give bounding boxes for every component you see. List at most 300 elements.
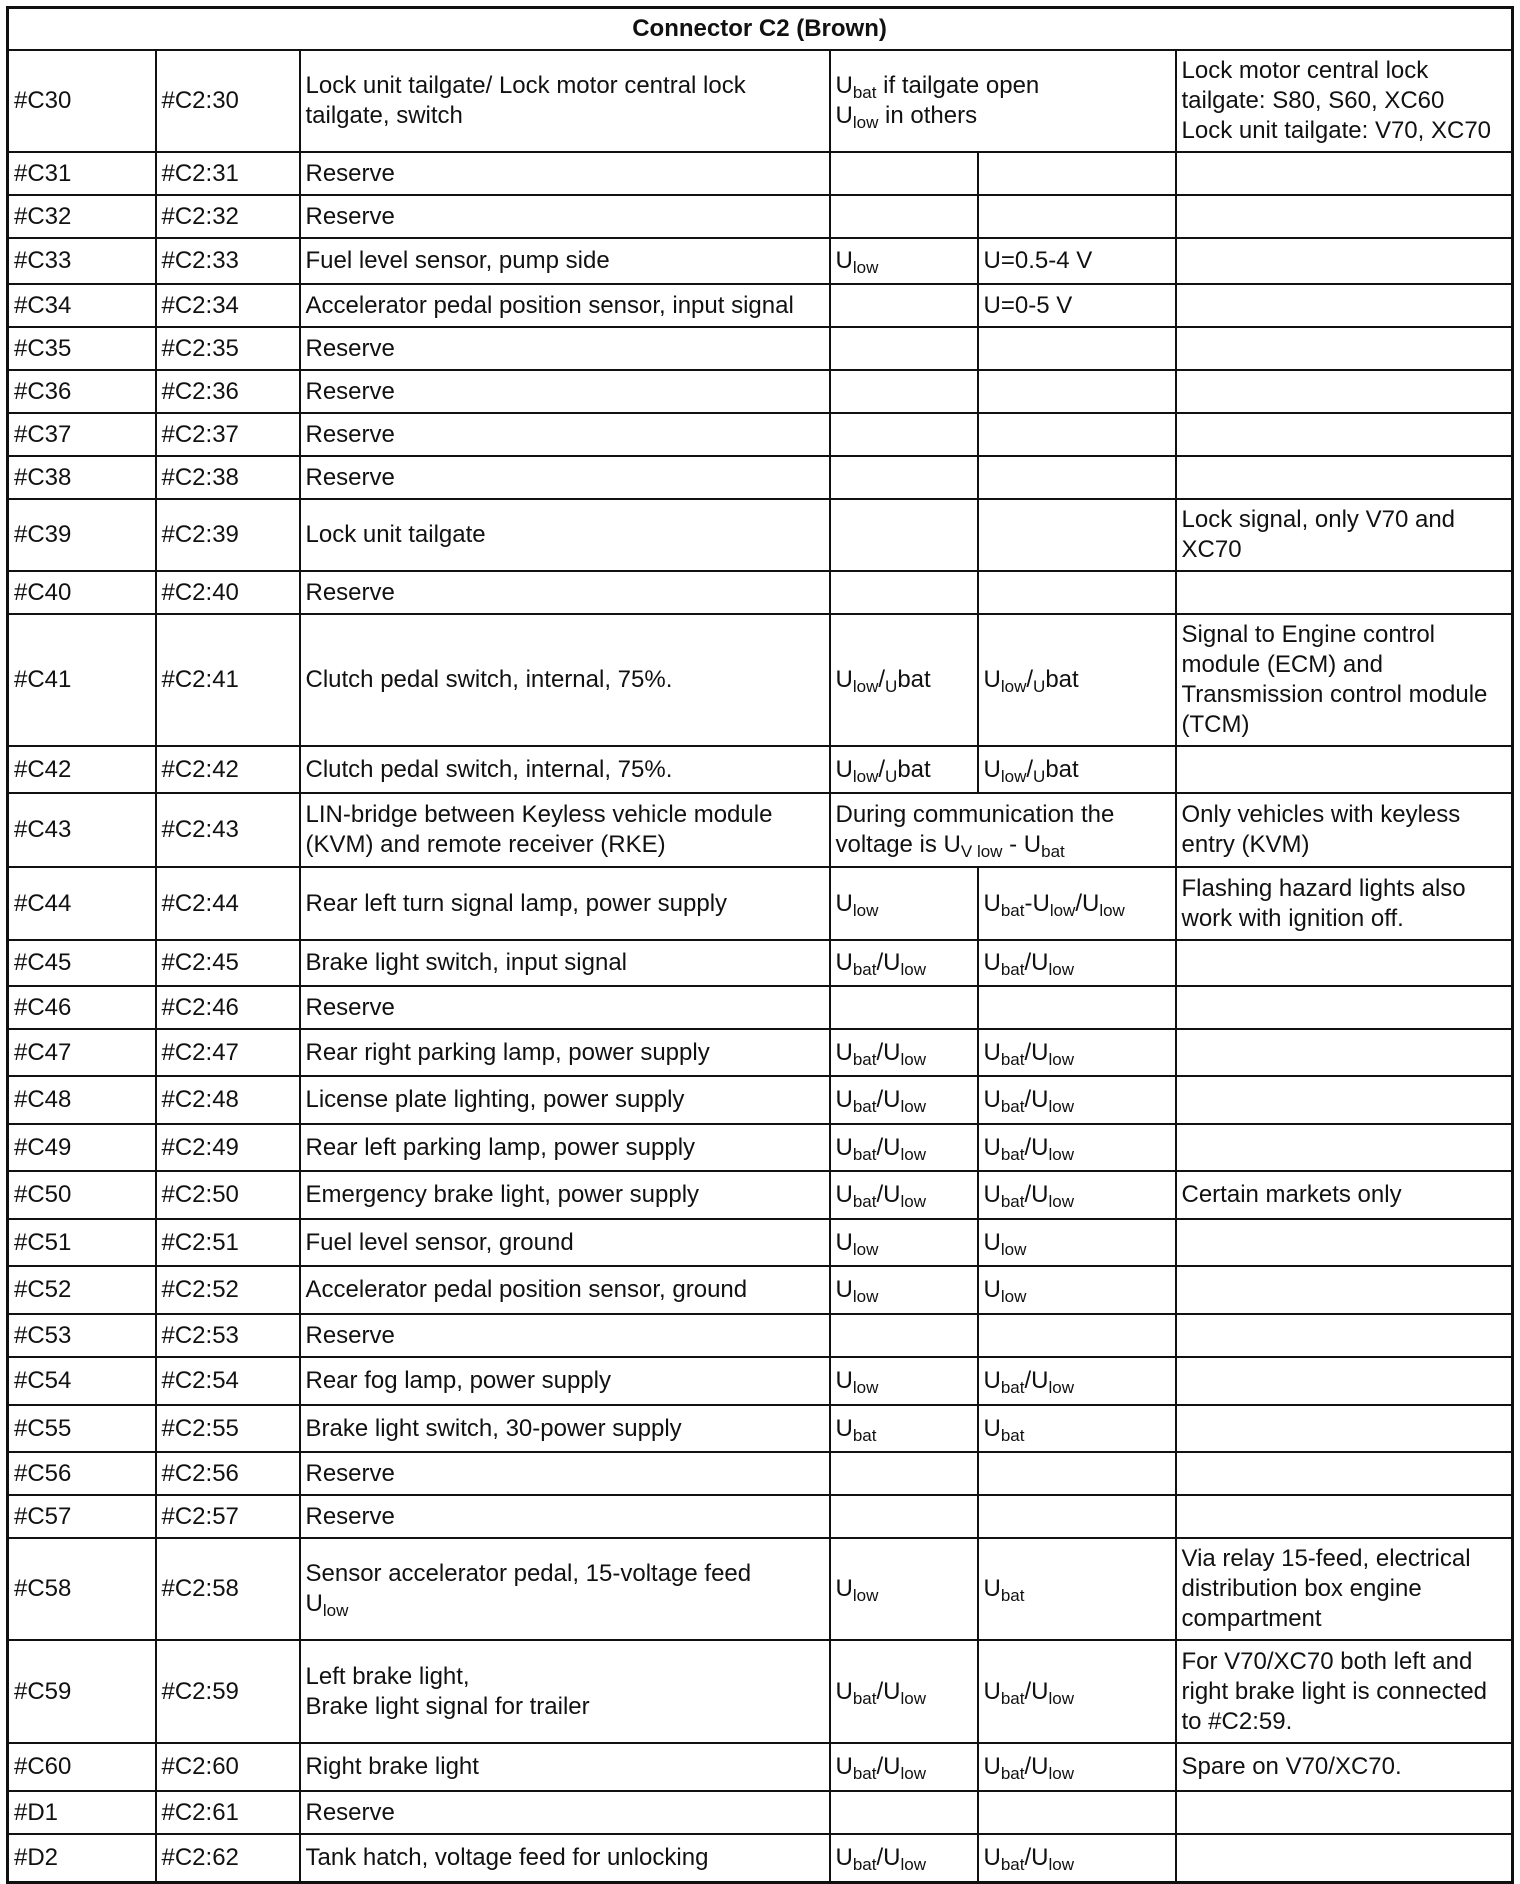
cell-text: right brake light is connected — [1181, 1677, 1488, 1705]
table-row — [8, 1495, 1513, 1538]
subscript-text: low — [852, 1239, 879, 1259]
voltage-cell — [830, 370, 978, 413]
subscript-text: low — [852, 1378, 879, 1397]
cell-line — [14, 889, 149, 919]
cell-line — [306, 1038, 823, 1068]
cell-line — [984, 1228, 1169, 1258]
voltage-cell — [830, 1076, 978, 1124]
subscript-text: low — [852, 766, 879, 786]
cell-line — [162, 520, 293, 550]
cell-text: #C2:32 — [161, 202, 239, 230]
cell-line — [836, 1133, 971, 1163]
connector-pin-cell — [156, 1266, 300, 1314]
subscript-text: low — [852, 1287, 879, 1306]
pin-id-cell — [8, 1538, 156, 1640]
note-cell — [1176, 1791, 1513, 1834]
cell-text: #C2:35 — [161, 334, 239, 362]
table-row — [8, 986, 1513, 1029]
cell-line — [162, 420, 293, 450]
cell-text: (TCM) — [1181, 711, 1250, 738]
cell-text: #C54 — [14, 1367, 72, 1394]
cell-line — [984, 1366, 1169, 1396]
table-row — [8, 1076, 1513, 1124]
cell-text: / — [878, 666, 886, 693]
cell-text: U — [983, 755, 1001, 783]
cell-text: tailgate: S80, S60, XC60 — [1181, 87, 1445, 114]
note-cell — [1176, 1495, 1513, 1538]
cell-text: #C57 — [14, 1502, 72, 1530]
cell-text: U — [835, 1228, 853, 1256]
note-cell — [1176, 456, 1513, 499]
pin-id-cell — [8, 746, 156, 793]
cell-text: License plate lighting, power supply — [305, 1086, 685, 1113]
cell-line — [14, 1574, 149, 1604]
cell-line — [162, 291, 293, 321]
voltage-range-cell — [978, 195, 1176, 238]
voltage-cell — [830, 284, 978, 327]
cell-text: Rear left turn signal lamp, power supply — [305, 889, 728, 917]
cell-line — [1182, 56, 1506, 86]
cell-text: #C36 — [14, 377, 72, 405]
cell-text: Lock unit tailgate: V70, XC70 — [1181, 117, 1492, 144]
cell-text: /U — [1024, 1086, 1049, 1113]
cell-text: Certain markets only — [1181, 1181, 1402, 1208]
cell-text: U — [983, 1086, 1001, 1113]
subscript-text: low — [1048, 1688, 1074, 1708]
cell-line — [14, 1085, 149, 1115]
cell-text: /U — [1024, 1038, 1049, 1066]
note-cell — [1176, 571, 1513, 614]
cell-line — [162, 159, 293, 189]
table-row — [8, 1743, 1513, 1791]
table-row — [8, 1266, 1513, 1314]
note-cell — [1176, 940, 1513, 986]
voltage-range-cell — [978, 1029, 1176, 1076]
connector-pin-cell — [156, 614, 300, 746]
description-cell — [300, 50, 830, 152]
cell-line — [1182, 1647, 1506, 1677]
cell-text: Reserve — [305, 1798, 395, 1826]
note-cell — [1176, 284, 1513, 327]
subscript-text: low — [1000, 1239, 1027, 1259]
cell-text: #C60 — [14, 1753, 72, 1780]
pin-id-cell — [8, 614, 156, 746]
cell-text: #C2:56 — [161, 1459, 239, 1487]
cell-text: U — [835, 1038, 853, 1066]
cell-text: U — [983, 889, 1001, 917]
subscript-text: low — [1048, 1378, 1074, 1397]
subscript-text: U — [885, 677, 898, 696]
cell-line — [14, 993, 149, 1023]
table-row — [8, 413, 1513, 456]
cell-text: /U — [1075, 889, 1100, 917]
cell-text: #C58 — [14, 1575, 72, 1602]
voltage-range-cell — [978, 499, 1176, 571]
cell-line — [14, 159, 149, 189]
note-cell — [1176, 238, 1513, 284]
cell-line — [162, 578, 293, 608]
cell-line — [306, 1180, 823, 1210]
cell-text: Reserve — [305, 1321, 395, 1349]
table-row — [8, 1029, 1513, 1076]
table-row — [8, 370, 1513, 413]
cell-line — [306, 1459, 823, 1489]
subscript-text: low — [900, 1049, 926, 1069]
pin-id-cell — [8, 1495, 156, 1538]
voltage-cell — [830, 499, 978, 571]
description-cell — [300, 327, 830, 370]
description-cell — [300, 1834, 830, 1882]
cell-text: #C41 — [14, 666, 72, 693]
cell-line — [1182, 1707, 1506, 1737]
description-cell — [300, 614, 830, 746]
description-cell — [300, 1219, 830, 1266]
connector-pin-cell — [156, 867, 300, 940]
voltage-range-cell — [978, 1640, 1176, 1743]
table-title: Connector C2 (Brown) — [8, 8, 1513, 51]
pin-id-cell — [8, 1405, 156, 1452]
subscript-text: bat — [852, 1192, 877, 1211]
cell-text: #C49 — [14, 1133, 72, 1161]
cell-text: #C2:45 — [161, 949, 239, 976]
cell-line — [14, 755, 149, 785]
cell-text: #C2:47 — [161, 1038, 239, 1066]
subscript-text: low — [900, 1192, 926, 1211]
cell-text: U — [983, 1367, 1001, 1394]
table-row — [8, 499, 1513, 571]
cell-text: Reserve — [305, 420, 395, 448]
voltage-range-cell — [978, 1219, 1176, 1266]
connector-pin-cell — [156, 746, 300, 793]
cell-text: U — [983, 1575, 1001, 1602]
cell-text: / — [878, 755, 886, 783]
cell-text: #C2:60 — [161, 1753, 239, 1780]
subscript-text: low — [900, 1854, 926, 1874]
subscript-text: U — [1033, 677, 1046, 696]
table-row — [8, 1640, 1513, 1743]
cell-line — [306, 71, 823, 101]
description-cell — [300, 1640, 830, 1743]
connector-pin-cell — [156, 986, 300, 1029]
cell-text: #C2:40 — [161, 578, 239, 606]
cell-line — [14, 420, 149, 450]
cell-text: #C40 — [14, 578, 72, 606]
cell-line — [1182, 904, 1506, 934]
cell-text: bat — [897, 666, 931, 693]
cell-line — [14, 578, 149, 608]
connector-pin-cell — [156, 1029, 300, 1076]
cell-text: Rear right parking lamp, power supply — [305, 1038, 710, 1066]
cell-line — [14, 1133, 149, 1163]
cell-line — [14, 815, 149, 845]
cell-text: to #C2:59. — [1181, 1707, 1293, 1735]
cell-text: Emergency brake light, power supply — [305, 1181, 700, 1208]
pin-id-cell — [8, 238, 156, 284]
cell-line — [162, 993, 293, 1023]
cell-line — [162, 665, 293, 695]
cell-text: #C2:43 — [161, 816, 239, 843]
cell-line — [984, 1843, 1169, 1873]
voltage-range-cell — [978, 614, 1176, 746]
cell-line — [14, 1798, 149, 1828]
voltage-cell — [830, 1834, 978, 1882]
description-cell — [300, 793, 830, 867]
cell-text: #D2 — [14, 1843, 59, 1871]
cell-line — [14, 948, 149, 978]
subscript-text: bat — [1000, 900, 1025, 920]
voltage-cell — [830, 1266, 978, 1314]
cell-text: Lock unit tailgate/ Lock motor central lock — [305, 72, 746, 99]
description-cell — [300, 1266, 830, 1314]
cell-text: Sensor accelerator pedal, 15-voltage feed — [305, 1560, 752, 1587]
connector-pin-cell — [156, 1834, 300, 1882]
cell-text: Fuel level sensor, ground — [305, 1228, 574, 1256]
connector-pin-cell — [156, 456, 300, 499]
cell-line — [162, 1085, 293, 1115]
cell-line — [836, 1180, 971, 1210]
cell-text: #C2:53 — [161, 1321, 239, 1349]
cell-text: Reserve — [305, 377, 395, 405]
table-row — [8, 1452, 1513, 1495]
cell-text: #C2:42 — [161, 755, 239, 783]
table-row — [8, 1538, 1513, 1640]
cell-text: #C44 — [14, 889, 72, 917]
cell-text: #C59 — [14, 1677, 72, 1705]
subscript-text: bat — [1000, 1688, 1025, 1708]
voltage-range-cell — [978, 327, 1176, 370]
cell-line — [14, 1180, 149, 1210]
cell-text: U — [835, 755, 853, 783]
voltage-cell — [830, 1029, 978, 1076]
voltage-cell — [830, 571, 978, 614]
cell-line — [14, 1275, 149, 1305]
cell-line — [14, 1321, 149, 1351]
note-cell — [1176, 1405, 1513, 1452]
description-cell — [300, 1791, 830, 1834]
note-cell — [1176, 1640, 1513, 1743]
cell-text: bat — [1045, 755, 1079, 783]
cell-text: Reserve — [305, 993, 395, 1021]
cell-line — [306, 830, 823, 860]
voltage-range-cell — [978, 1743, 1176, 1791]
cell-text: #C2:39 — [161, 521, 239, 548]
cell-text: U — [835, 666, 853, 693]
cell-text: #C2:31 — [161, 159, 239, 187]
note-cell — [1176, 1266, 1513, 1314]
cell-line — [306, 578, 823, 608]
cell-text: Signal to Engine control — [1181, 621, 1435, 648]
cell-text: For V70/XC70 both left and — [1181, 1647, 1473, 1675]
voltage-cell — [830, 152, 978, 195]
voltage-cell — [830, 1743, 978, 1791]
cell-text: #C2:55 — [161, 1414, 239, 1442]
connector-pin-cell — [156, 327, 300, 370]
cell-line — [14, 1677, 149, 1707]
connector-pin-cell — [156, 940, 300, 986]
description-cell — [300, 152, 830, 195]
cell-text: #C34 — [14, 291, 72, 319]
cell-text: #C38 — [14, 463, 72, 491]
note-cell — [1176, 1171, 1513, 1219]
cell-line — [14, 520, 149, 550]
cell-line — [306, 1275, 823, 1305]
pin-id-cell — [8, 327, 156, 370]
subscript-text: bat — [852, 1097, 877, 1116]
cell-text: /U — [1024, 949, 1049, 976]
cell-line — [836, 1574, 971, 1604]
cell-line — [306, 1085, 823, 1115]
description-cell — [300, 284, 830, 327]
pin-id-cell — [8, 986, 156, 1029]
table-row — [8, 1171, 1513, 1219]
cell-line — [162, 1228, 293, 1258]
subscript-text: V low — [960, 842, 1003, 861]
cell-text: #C2:36 — [161, 377, 239, 405]
cell-line — [14, 1414, 149, 1444]
cell-line — [984, 1414, 1169, 1444]
cell-line — [162, 1798, 293, 1828]
cell-text: U — [835, 1414, 853, 1442]
subscript-text: low — [1048, 1764, 1074, 1783]
voltage-cell — [830, 238, 978, 284]
voltage-range-cell — [978, 986, 1176, 1029]
cell-line — [162, 1459, 293, 1489]
connector-pin-cell — [156, 1124, 300, 1171]
cell-line — [162, 1752, 293, 1782]
cell-text: U — [835, 1086, 853, 1113]
subscript-text: low — [1048, 1049, 1074, 1069]
cell-line — [162, 1366, 293, 1396]
cell-text: #C35 — [14, 334, 72, 362]
pin-id-cell — [8, 1124, 156, 1171]
cell-line — [14, 1228, 149, 1258]
cell-text: /U — [876, 1181, 901, 1208]
cell-line — [1182, 505, 1506, 535]
cell-line — [984, 1133, 1169, 1163]
connector-pin-cell — [156, 1743, 300, 1791]
description-cell — [300, 370, 830, 413]
description-cell — [300, 940, 830, 986]
cell-line — [14, 1366, 149, 1396]
voltage-cell — [830, 1357, 978, 1405]
voltage-cell — [830, 614, 978, 746]
cell-line — [14, 246, 149, 276]
voltage-range-cell — [978, 867, 1176, 940]
voltage-cell — [830, 1124, 978, 1171]
cell-text: Via relay 15-feed, electrical — [1181, 1545, 1471, 1572]
connector-pin-cell — [156, 571, 300, 614]
cell-text: / — [1026, 755, 1034, 783]
pin-id-cell — [8, 1640, 156, 1743]
cell-text: Accelerator pedal position sensor, input signal — [305, 291, 794, 319]
description-cell — [300, 571, 830, 614]
cell-text: U — [835, 949, 853, 976]
connector-pin-cell — [156, 1452, 300, 1495]
pin-id-cell — [8, 1029, 156, 1076]
voltage-cell — [830, 50, 1176, 152]
subscript-text: low — [900, 1688, 926, 1708]
cell-text: #D1 — [14, 1798, 59, 1826]
subscript-text: low — [900, 1144, 926, 1164]
cell-text: #C2:44 — [161, 889, 239, 917]
cell-line — [14, 377, 149, 407]
connector-pin-cell — [156, 499, 300, 571]
subscript-text: bat — [1041, 842, 1065, 861]
voltage-range-cell — [978, 1834, 1176, 1882]
cell-line — [162, 755, 293, 785]
cell-text: Rear fog lamp, power supply — [305, 1367, 611, 1394]
subscript-text: U — [885, 766, 898, 786]
description-cell — [300, 1124, 830, 1171]
pin-id-cell — [8, 1219, 156, 1266]
voltage-range-cell — [978, 1495, 1176, 1538]
voltage-range-cell — [978, 571, 1176, 614]
cell-text: #C2:34 — [161, 291, 239, 319]
cell-text: #C2:33 — [161, 247, 239, 274]
pin-id-cell — [8, 1357, 156, 1405]
subscript-text: low — [1000, 677, 1027, 696]
cell-text: Accelerator pedal position sensor, ground — [305, 1276, 748, 1303]
cell-text: XC70 — [1181, 536, 1242, 563]
cell-text: #C46 — [14, 993, 72, 1021]
cell-line — [162, 202, 293, 232]
cell-line — [306, 1366, 823, 1396]
cell-line — [306, 948, 823, 978]
cell-text: -U — [1024, 889, 1050, 917]
cell-text: /U — [876, 1038, 901, 1066]
cell-text: #C56 — [14, 1459, 72, 1487]
note-cell — [1176, 1314, 1513, 1357]
connector-pin-cell — [156, 1219, 300, 1266]
subscript-text: U — [1033, 766, 1046, 786]
table-row — [8, 793, 1513, 867]
cell-text: Flashing hazard lights also — [1181, 874, 1466, 902]
cell-line — [306, 291, 823, 321]
subscript-text: bat — [852, 1764, 877, 1783]
cell-line — [1182, 680, 1506, 710]
subscript-text: bat — [1000, 1097, 1025, 1116]
cell-line — [14, 665, 149, 695]
cell-text: Left brake light, — [305, 1662, 470, 1690]
cell-text: U — [835, 1367, 853, 1394]
cell-line — [306, 1228, 823, 1258]
cell-text: #C2:59 — [161, 1677, 239, 1705]
cell-text: U — [983, 1228, 1001, 1256]
table-row — [8, 1791, 1513, 1834]
cell-line — [306, 1502, 823, 1532]
voltage-cell — [830, 940, 978, 986]
cell-text: U — [835, 72, 853, 99]
voltage-cell — [830, 1405, 978, 1452]
cell-line — [1182, 1544, 1506, 1574]
cell-line — [306, 1798, 823, 1828]
connector-pin-cell — [156, 1076, 300, 1124]
cell-line — [162, 1038, 293, 1068]
table-row — [8, 614, 1513, 746]
cell-text: distribution box engine — [1181, 1575, 1422, 1602]
cell-text: Reserve — [305, 1502, 395, 1530]
subscript-text: low — [1048, 1144, 1074, 1164]
cell-text: voltage is U — [835, 831, 961, 858]
voltage-range-cell — [978, 1076, 1176, 1124]
cell-line — [14, 463, 149, 493]
cell-line — [162, 1574, 293, 1604]
description-cell — [300, 1029, 830, 1076]
pin-id-cell — [8, 284, 156, 327]
cell-text: (KVM) and remote receiver (RKE) — [305, 831, 666, 858]
note-cell — [1176, 793, 1513, 867]
cell-line — [1182, 800, 1506, 830]
